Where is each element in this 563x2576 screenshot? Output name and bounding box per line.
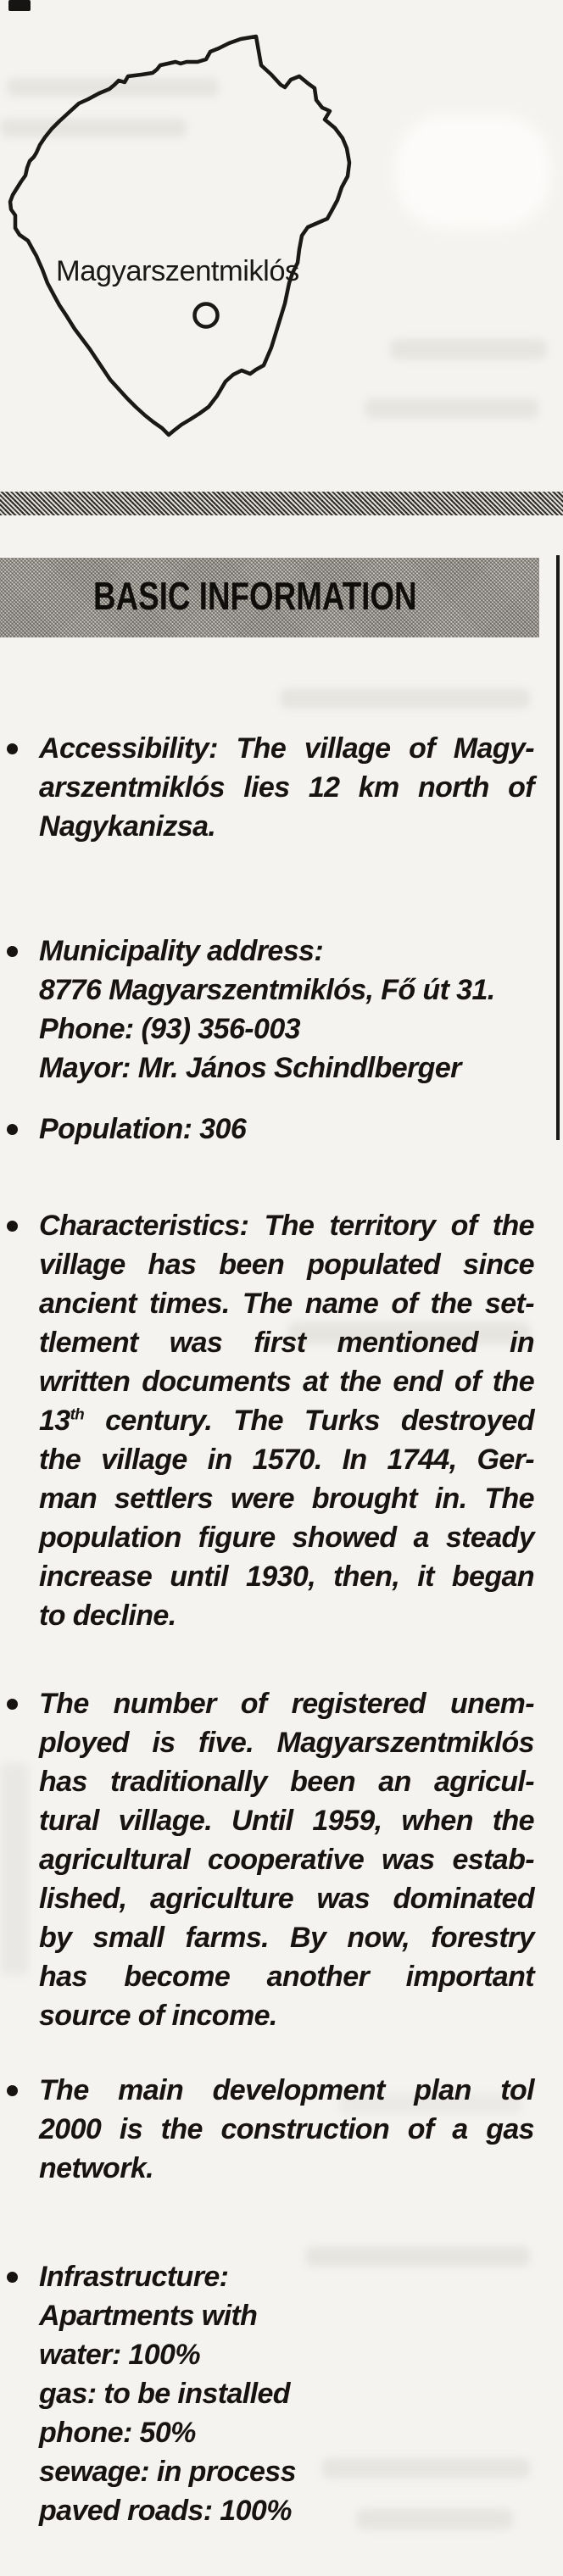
text-line: gas: to be installed: [39, 2378, 290, 2410]
text-line: by small farms. By now, forestry: [39, 1922, 534, 1954]
bullet-item-infrastructure: [0, 2257, 534, 2530]
text-line: Phone: (93) 356-003: [39, 1013, 300, 1045]
bullet-text: [39, 2257, 534, 2530]
text-line: Population: 306: [39, 1113, 247, 1145]
text-line: village has been populated since: [39, 1249, 534, 1281]
map-label: Magyarszentmiklós: [56, 255, 299, 287]
text-line: Characteristics: The territory of the: [39, 1210, 534, 1242]
bullet-item-development: [0, 2071, 534, 2188]
bullet-item-population: [0, 1110, 534, 1149]
text-line: tural village. Until 1959, when the: [39, 1805, 534, 1837]
text-line: population figure showed a steady: [39, 1522, 534, 1554]
text-line: sewage: in process: [39, 2456, 296, 2488]
bullet-dot: [7, 2272, 18, 2283]
text-line: 13th century. The Turks destroyed: [39, 1405, 534, 1437]
text-line: agricultural cooperative was estab-: [39, 1844, 534, 1876]
text-line: has become another important: [39, 1961, 534, 1993]
text-line: written documents at the end of the: [39, 1366, 534, 1398]
bullet-text: [39, 1110, 534, 1149]
bullet-text: [39, 932, 534, 1088]
text-line: Nagykanizsa.: [39, 810, 216, 843]
text-line: water: 100%: [39, 2339, 200, 2371]
text-line: 2000 is the construction of a gas: [39, 2113, 534, 2145]
bullet-item-unemployment: [0, 1684, 534, 2035]
text-line: Apartments with: [39, 2300, 258, 2332]
bullet-item-municipality: [0, 932, 534, 1088]
text-line: Accessibility: The village of Magy-: [39, 732, 534, 765]
text-line: ancient times. The name of the set-: [39, 1288, 534, 1320]
bullet-dot: [7, 743, 18, 754]
bullet-dot: [7, 1699, 18, 1710]
text-line: to decline.: [39, 1600, 176, 1632]
bullet-dot: [7, 2085, 18, 2096]
text-line: paved roads: 100%: [39, 2495, 292, 2527]
bullet-dot: [7, 1221, 18, 1232]
text-line: arszentmiklós lies 12 km north of: [39, 771, 534, 804]
text-line: phone: 50%: [39, 2417, 196, 2449]
bullet-item-characteristics: [0, 1206, 534, 1635]
bullet-dot: [7, 1124, 18, 1135]
text-line: man settlers were brought in. The: [39, 1483, 534, 1515]
bullet-item-accessibility: [0, 729, 534, 846]
text-line: The main development plan tol: [39, 2074, 534, 2106]
text-line: lished, agriculture was dominated: [39, 1883, 534, 1915]
text-line: tlement was first mentioned in: [39, 1327, 534, 1359]
bullet-text: [39, 1684, 534, 2035]
bullet-dot: [7, 946, 18, 957]
bullet-text: [39, 2071, 534, 2188]
bullet-text: [39, 729, 534, 846]
text-line: source of income.: [39, 2000, 277, 2032]
text-line: The number of registered unem-: [39, 1688, 534, 1720]
text-line: Mayor: Mr. János Schindlberger: [39, 1052, 461, 1084]
text-line: ployed is five. Magyarszentmiklós: [39, 1727, 534, 1759]
section-title: BASIC INFORMATION: [93, 573, 417, 618]
text-line: Infrastructure:: [39, 2261, 229, 2293]
bullet-text: [39, 1206, 534, 1635]
text-line: has traditionally been an agricul-: [39, 1766, 534, 1798]
text-line: increase until 1930, then, it began: [39, 1561, 534, 1593]
text-line: network.: [39, 2152, 154, 2184]
text-line: Municipality address:: [39, 935, 324, 967]
text-line: the village in 1570. In 1744, Ger-: [39, 1444, 534, 1476]
text-line: 8776 Magyarszentmiklós, Fő út 31.: [39, 974, 495, 1006]
